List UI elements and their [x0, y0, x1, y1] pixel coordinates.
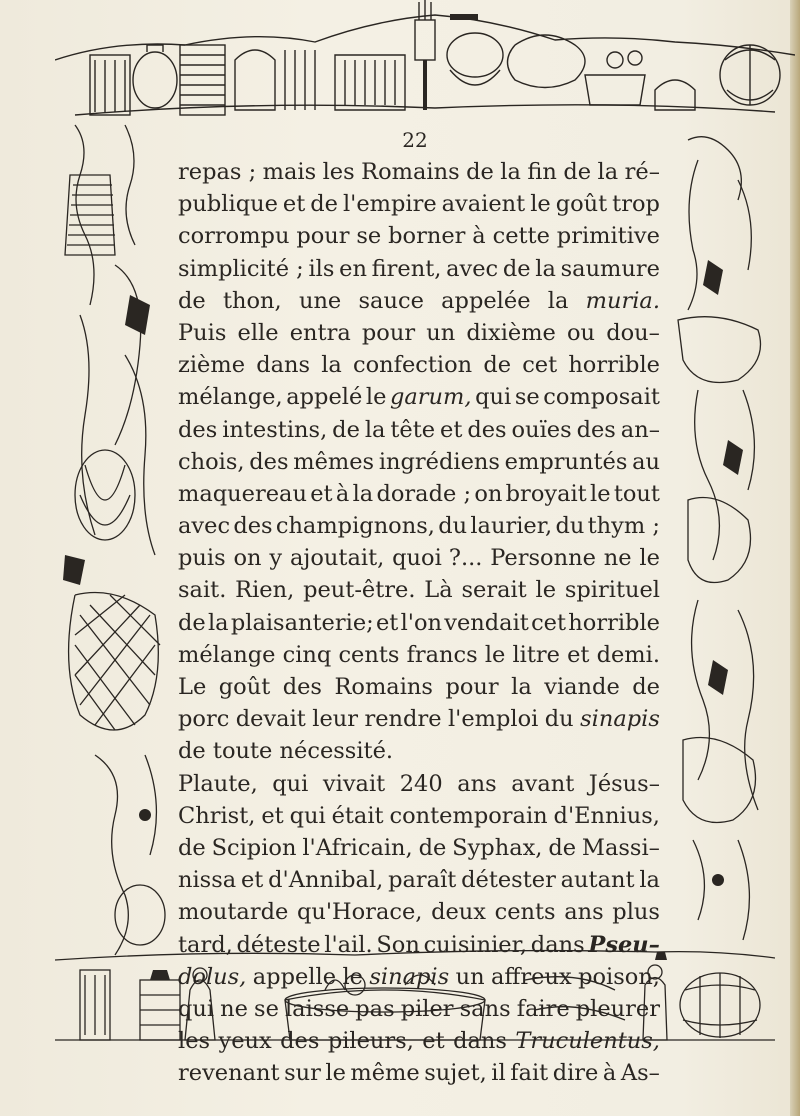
word: la [597, 159, 619, 185]
word: 240 [399, 770, 443, 797]
word: porc [178, 706, 230, 733]
word: se [514, 384, 540, 411]
word: de [178, 738, 206, 765]
word: des [576, 416, 616, 443]
word: viande [544, 674, 620, 700]
word: repas ; [178, 159, 257, 185]
word: la [364, 416, 386, 443]
word: ne [603, 545, 632, 572]
word: des [467, 416, 507, 443]
text-line [178, 671, 660, 703]
text-line [178, 317, 660, 349]
text-line [178, 478, 660, 510]
word: Le [178, 674, 207, 700]
word: à [602, 1060, 617, 1087]
word: le [590, 480, 611, 507]
word: chois, [178, 448, 245, 475]
word: du [544, 706, 574, 733]
word: on [474, 480, 503, 507]
word: l'emploi [447, 706, 539, 733]
text-line [178, 896, 660, 928]
word: dolus, [178, 963, 247, 990]
word: sinapis [580, 706, 660, 733]
word: vendait [444, 609, 529, 636]
word: pileurs, [327, 1028, 414, 1055]
word: composait [543, 384, 660, 411]
word: du [438, 513, 468, 540]
word: Syphax, [452, 834, 543, 861]
word: vivait [322, 770, 386, 797]
word: cents [494, 899, 556, 926]
word: poison, [578, 963, 660, 990]
word: affreux [491, 963, 572, 990]
text-line [178, 993, 660, 1025]
word: rendre [364, 706, 442, 733]
word: un [426, 319, 456, 346]
word: avant [511, 770, 575, 797]
word: maquereau [178, 480, 307, 507]
word: faire [516, 995, 570, 1022]
word: se [356, 223, 382, 250]
text-line [178, 1025, 660, 1057]
word: ou [567, 319, 596, 346]
text-line [178, 1057, 660, 1089]
text-line [178, 285, 660, 317]
word: se [254, 995, 279, 1022]
word: de [466, 159, 494, 185]
word: Romains [334, 674, 433, 700]
word: la [352, 480, 374, 507]
word: les [178, 1028, 211, 1055]
word: litre [512, 641, 560, 668]
text-line [178, 800, 660, 832]
word: tête [390, 416, 436, 443]
word: confection [352, 352, 473, 379]
text-line [178, 381, 660, 413]
text-line [178, 607, 660, 639]
word: qui [178, 995, 215, 1022]
word: firent, [371, 255, 442, 282]
word: en [339, 255, 367, 282]
word: de [178, 287, 206, 314]
word: fin [527, 159, 557, 185]
word: sait. [178, 577, 227, 604]
word: d'Ennius, [553, 802, 660, 829]
text-line [178, 220, 660, 252]
text-line [178, 542, 660, 574]
word: paraît [388, 867, 457, 894]
word: à [472, 223, 486, 250]
word: de [548, 834, 577, 861]
word: de [332, 416, 360, 443]
word: la [207, 609, 229, 636]
word: la [535, 255, 556, 282]
word: broyait [505, 480, 587, 507]
word: et [567, 641, 590, 668]
word: empruntés [504, 448, 628, 475]
text-line [178, 864, 660, 896]
word: cents [338, 641, 400, 668]
word: primitive [556, 223, 660, 250]
word: des [233, 513, 273, 540]
word: cet [522, 352, 558, 379]
word: plus [612, 899, 660, 926]
left-border-illustration [55, 115, 180, 965]
word: avec [446, 255, 499, 282]
text-line [178, 574, 660, 606]
word: cette [492, 223, 550, 250]
word: cinq [282, 641, 332, 668]
word: corrompu [178, 223, 290, 250]
word: la [639, 867, 660, 894]
body-text [178, 156, 660, 1089]
word: appelle [252, 963, 337, 990]
word: goût [218, 674, 271, 700]
word: Scipion [211, 834, 297, 861]
word: et [422, 1028, 445, 1055]
word: les [322, 159, 355, 185]
word: Christ, [178, 802, 256, 829]
word: la [547, 287, 569, 314]
word: quoi ?... [392, 545, 483, 572]
word: pour [296, 223, 350, 250]
word: peut-être. [303, 577, 416, 604]
word: cuisinier, [423, 931, 528, 958]
word: fait [510, 1060, 549, 1087]
word: saumure [560, 255, 660, 282]
word: autant [560, 867, 635, 894]
word: de [310, 191, 338, 218]
word: la [321, 352, 342, 379]
word: avec [178, 513, 231, 540]
word: cet [531, 609, 567, 636]
word: serait [461, 577, 527, 604]
text-line [178, 253, 660, 285]
word: des [178, 416, 218, 443]
word: francs [406, 641, 478, 668]
page-number: 22 [402, 128, 428, 152]
word: l'ail. [324, 931, 373, 958]
text-line [178, 929, 660, 961]
word: on [233, 545, 262, 572]
word: et [440, 416, 463, 443]
word: tard, [178, 931, 233, 958]
text-line [178, 414, 660, 446]
word: le [535, 577, 557, 604]
word: laurier, [470, 513, 553, 540]
word: Jésus– [588, 770, 660, 797]
word: l'on [400, 609, 442, 636]
word: sujet, [424, 1060, 487, 1087]
word: qu'Horace, [296, 899, 423, 926]
word: le [325, 1060, 346, 1087]
text-line [178, 349, 660, 381]
word: le [530, 191, 551, 218]
word: spirituel [564, 577, 660, 604]
word: dans [453, 1028, 507, 1055]
word: toute [212, 738, 273, 765]
word: de [502, 255, 531, 282]
word: dorade ; [376, 480, 472, 507]
word: sur [284, 1060, 321, 1087]
word: nissa [178, 867, 237, 894]
word: y [269, 545, 283, 572]
word: tout [613, 480, 660, 507]
word: ouïes [511, 416, 572, 443]
word: leur [312, 706, 359, 733]
word: de [483, 352, 512, 379]
word: détester [461, 867, 556, 894]
word: ne [220, 995, 248, 1022]
word: Plaute, [178, 770, 258, 797]
word: dans [530, 931, 585, 958]
word: puis [178, 545, 226, 572]
text-line [178, 735, 660, 767]
word: horrible [568, 609, 660, 636]
text-line [178, 156, 660, 188]
word: sauce [358, 287, 424, 314]
text-line [178, 510, 660, 542]
word: garum, [389, 384, 472, 411]
word: simplicité ; [178, 255, 304, 282]
word: horrible [568, 352, 660, 379]
text-line [178, 961, 660, 993]
word: et [240, 867, 264, 894]
word: le [365, 384, 387, 411]
word: un [455, 963, 485, 990]
text-line [178, 639, 660, 671]
word: dans [256, 352, 311, 379]
word: deux [431, 899, 486, 926]
word: et [310, 480, 333, 507]
word: la [511, 674, 532, 700]
word: Massi– [581, 834, 660, 861]
word: l'empire [342, 191, 437, 218]
word: laisse [284, 995, 350, 1022]
word: Romains [361, 159, 460, 185]
word: dou– [606, 319, 660, 346]
word: devait [235, 706, 306, 733]
word: de [178, 609, 206, 636]
word: ils [308, 255, 335, 282]
word: mêmes [293, 448, 375, 475]
word: et [282, 191, 306, 218]
word: mélange [178, 641, 276, 668]
text-line [178, 832, 660, 864]
word: des [280, 1028, 320, 1055]
text-line [178, 768, 660, 800]
word: thym ; [587, 513, 660, 540]
word: d'Annibal, [268, 867, 384, 894]
word: au [632, 448, 660, 475]
word: et [375, 609, 399, 636]
word: Là [424, 577, 453, 604]
word: trop [612, 191, 660, 218]
word: sans [459, 995, 511, 1022]
word: piler [400, 995, 454, 1022]
word: Truculentus, [515, 1028, 660, 1055]
word: le [484, 641, 506, 668]
word: revenant [178, 1060, 280, 1087]
word: avaient [441, 191, 526, 218]
word: ré– [624, 159, 660, 185]
word: Puis [178, 319, 227, 346]
word: ans [564, 899, 604, 926]
text-line [178, 446, 660, 478]
word: nécessité. [279, 738, 394, 765]
page-edge [790, 0, 800, 1116]
word: de [418, 834, 447, 861]
word: intestins, [222, 416, 328, 443]
word: borner [388, 223, 466, 250]
word: déteste [236, 931, 321, 958]
word: goût [555, 191, 608, 218]
word: plaisanterie; [230, 609, 374, 636]
word: et [261, 802, 284, 829]
word: était [331, 802, 384, 829]
word: Personne [490, 545, 596, 572]
word: une [298, 287, 342, 314]
word: le [639, 545, 660, 572]
word: pas [355, 995, 395, 1022]
word: pleurer [575, 995, 660, 1022]
word: zième [178, 352, 246, 379]
word: l'Africain, [302, 834, 413, 861]
word: As– [620, 1060, 660, 1087]
word: an– [620, 416, 660, 443]
word: yeux [218, 1028, 272, 1055]
word: à [335, 480, 350, 507]
word: mélange, [178, 384, 283, 411]
word: ans [457, 770, 497, 797]
word: ajoutait, [289, 545, 385, 572]
text-line [178, 188, 660, 220]
word: publique [178, 191, 278, 218]
word: la [500, 159, 521, 185]
word: sinapis [369, 963, 450, 990]
word: qui [289, 802, 326, 829]
word: appelé [286, 384, 363, 411]
text-line [178, 703, 660, 735]
word: moutarde [178, 899, 289, 926]
word: qui [272, 770, 309, 797]
word: le [342, 963, 363, 990]
word: mais [262, 159, 317, 185]
word: ingrédiens [378, 448, 500, 475]
word: de [178, 834, 206, 861]
word: de [632, 674, 660, 700]
word: pour [361, 319, 416, 346]
word: contemporain [389, 802, 548, 829]
word: dixième [466, 319, 556, 346]
right-border-illustration [668, 120, 776, 960]
word: dire [552, 1060, 599, 1087]
word: demi. [596, 641, 660, 668]
word: qui [475, 384, 512, 411]
word: pour [445, 674, 499, 700]
word: muria. [585, 287, 660, 314]
word: champignons, [275, 513, 435, 540]
word: des [249, 448, 289, 475]
word: entra [289, 319, 351, 346]
word: du [555, 513, 585, 540]
word: même [350, 1060, 420, 1087]
word: Rien, [235, 577, 295, 604]
word: appelée [441, 287, 531, 314]
word: Son [376, 931, 420, 958]
word: Pseu– [588, 931, 660, 958]
word: thon, [222, 287, 282, 314]
word: des [282, 674, 322, 700]
word: de [563, 159, 592, 185]
word: il [491, 1060, 506, 1087]
word: elle [237, 319, 279, 346]
